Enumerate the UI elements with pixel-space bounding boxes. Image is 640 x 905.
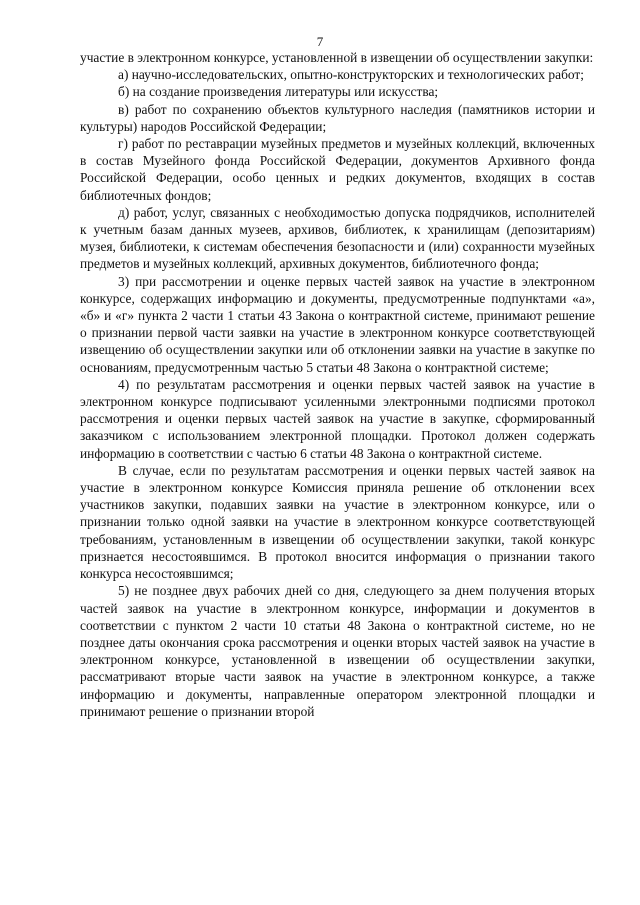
paragraph: 3) при рассмотрении и оценке первых частей заявок на участие в электронном конкурсе, содержащих информацию и документы, предусмотренные подпунктами «а», «б» и «г» пункта 2 части 1 статьи 43 Закона о контрактной системе, принимают решение о признании первой части заявки на участие в электронном конкурсе соответствующей извещению об осуществлении закупки или об отклонении заявки на участие в закупке по основаниям, предусмотренным частью 5 статьи 48 Закона о контрактной системе; (80, 273, 595, 375)
paragraph: участие в электронном конкурсе, установленной в извещении об осуществлении закупки: (80, 50, 594, 65)
page-number: 7 (316, 34, 324, 49)
paragraph: В случае, если по результатам рассмотрения и оценки первых частей заявок на участие в электронном конкурсе Комиссия приняла решение об отклонении всех участников закупки, подавших заявки на участие в электронном конкурсе, или о признании только одной заявки на участие в электронном конкурсе соответствующей требованиям, установленным в извещении об осуществлении закупки, такой конкурс признается несостоявшимся. В протокол вносится информация о признании такого конкурса несостоявшимся; (80, 462, 595, 582)
paragraph: а) научно-исследовательских, опытно-конструкторских и технологических работ; (118, 67, 584, 83)
paragraph: г) работ по реставрации музейных предметов и музейных коллекций, включенных в состав Музейного фонда Российской Федерации, документов Архивного фонда Российской Федерации, особо ценных и редких документов, входящих в состав библиотечных фондов; (80, 136, 595, 203)
paragraph: 4) по результатам рассмотрения и оценки первых частей заявок на участие в электронном конкурсе подписывают усиленными электронными подписями протокол рассмотрения и оценки первых частей заявок на участие в закупке, сформированный заказчиком с использованием электронной площадки. Протокол должен содержать информацию в соответствии с частью 6 статьи 48 Закона о контрактной системе. (80, 376, 595, 461)
paragraph: д) работ, услуг, связанных с необходимостью допуска подрядчиков, исполнителей к учетным базам данных музеев, архивов, библиотек, к хранилищам (депозитариям) музея, библиотеки, к системам обеспечения безопасности и (или) сохранности музейных предметов и музейных коллекций, архивных документов, библиотечного фонда; (80, 204, 595, 272)
paragraph: 5) не позднее двух рабочих дней со дня, следующего за днем получения вторых частей заявок на участие в электронном конкурсе, информации и документов в соответствии с пунктом 2 части 10 статьи 48 Закона о контрактной системе, но не позднее даты окончания срока рассмотрения и оценки вторых частей заявок на участие в электронном конкурсе, установленной в извещении об осуществлении закупки, рассматривают вторые части заявок на участие в электронном конкурсе, а также информацию и документы, направленные оператором электронной площадки и принимают решение о признании второй (80, 583, 595, 719)
paragraph: б) на создание произведения литературы или искусства; (118, 84, 439, 100)
document-body (80, 49, 595, 720)
paragraph: в) работ по сохранению объектов культурного наследия (памятников истории и культуры) народов Российской Федерации; (80, 101, 595, 134)
